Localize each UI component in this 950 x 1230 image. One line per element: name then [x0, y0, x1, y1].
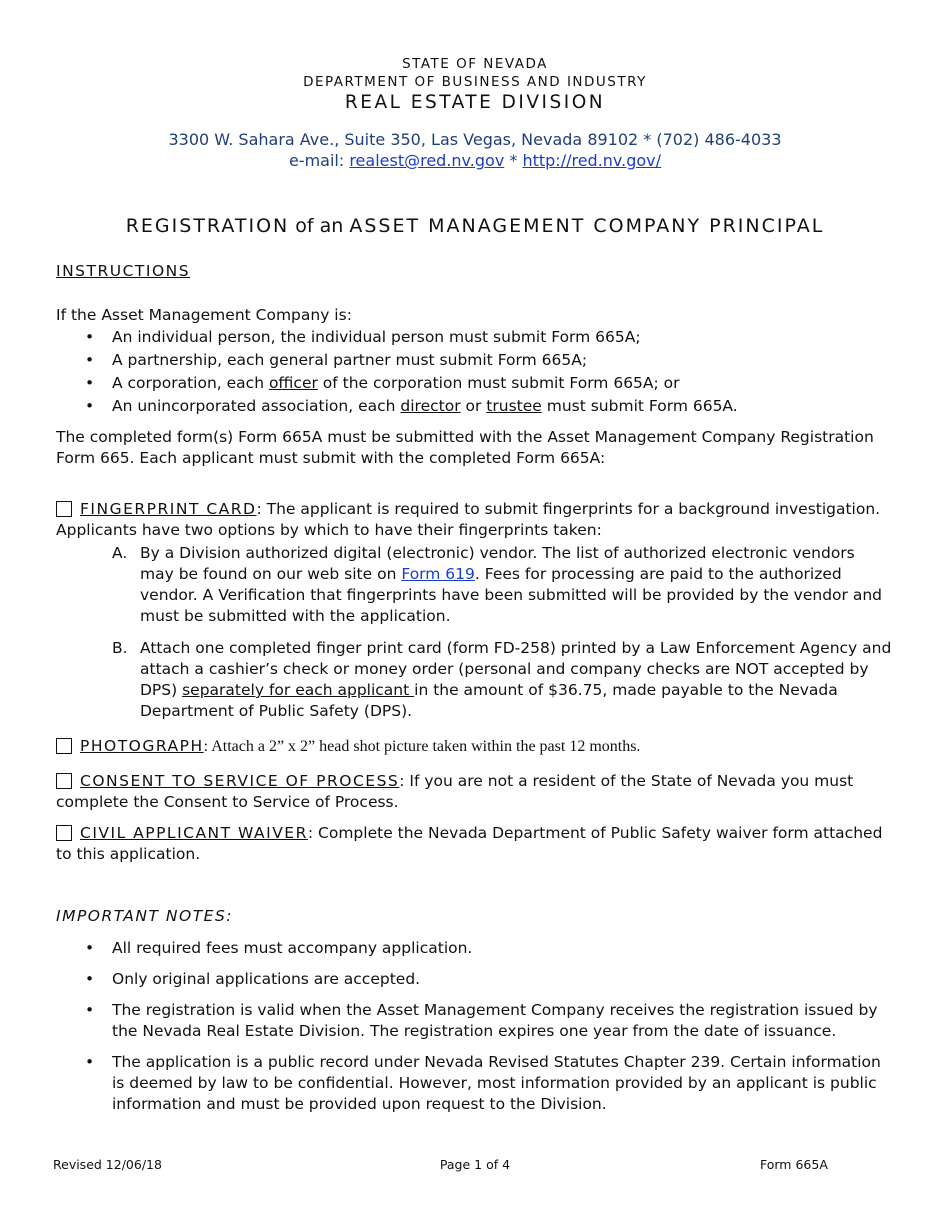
footer-page-number: Page 1 of 4: [439, 1157, 511, 1172]
state-heading: STATE OF NEVADA: [402, 56, 548, 72]
address-line: 3300 W. Sahara Ave., Suite 350, Las Vegas, Nevada 89102 * (702) 486-4033: [168, 130, 782, 149]
important-notes-list: [56, 938, 896, 1125]
instructions-intro: If the Asset Management Company is:: [56, 306, 352, 324]
consent-section: [56, 771, 896, 813]
instructions-heading-text: INSTRUCTIONS: [56, 262, 191, 280]
footer-revised: Revised 12/06/18: [53, 1157, 162, 1172]
photograph-section: [56, 736, 896, 757]
important-notes-heading: IMPORTANT NOTES:: [56, 907, 234, 925]
website-link[interactable]: http://red.nv.gov/: [522, 151, 662, 170]
completed-forms-paragraph: The completed form(s) Form 665A must be submitted with the Asset Management Company Registration Form 665. Each applicant must submit with the completed Form 665A:: [56, 428, 874, 467]
page-title: [0, 215, 950, 237]
instructions-heading: [56, 261, 896, 282]
consent-label: CONSENT TO SERVICE OF PROCESS: [80, 772, 400, 790]
list-item: • An unincorporated association, each director or trustee must submit Form 665A.: [56, 395, 896, 418]
footer-form-number: Form 665A: [760, 1157, 828, 1172]
email-link[interactable]: realest@red.nv.gov: [349, 151, 505, 170]
email-prefix: e-mail:: [288, 151, 350, 170]
entity-list: [56, 326, 896, 418]
fingerprint-text: : The applicant is required to submit fingerprints for a background investigation. Applicants have two options by which to have their fingerprints taken:: [56, 500, 881, 539]
list-item: • The registration is valid when the Asset Management Company receives the registration issued by the Nevada Real Estate Division. The registration expires one year from the date of issuance.: [56, 1000, 896, 1042]
fingerprint-checkbox[interactable]: [56, 501, 72, 517]
title-part1: REGISTRATION: [125, 215, 290, 237]
list-item: • The application is a public record under Nevada Revised Statutes Chapter 239. Certain information is deemed by law to be confidential. However, most information provided by an applicant is public information and must be provided upon request to the Division.: [56, 1052, 896, 1115]
consent-text: : If you are not a resident of the State of Nevada you must complete the Consent to Service of Process.: [56, 772, 854, 811]
department-heading: DEPARTMENT OF BUSINESS AND INDUSTRY: [303, 74, 647, 90]
division-heading: REAL ESTATE DIVISION: [344, 92, 606, 113]
waiver-checkbox[interactable]: [56, 825, 72, 841]
fingerprint-option-b: B. Attach one completed finger print card (form FD-258) printed by a Law Enforcement Agency and attach a cashier’s check or money order (personal and company checks are NOT accepted by DPS) separately for each applicant in the amount of $36.75, made payable to the Nevada Department of Public Safety (DPS).: [112, 639, 892, 720]
list-item: • All required fees must accompany application.: [56, 938, 896, 959]
title-part3: ASSET MANAGEMENT COMPANY PRINCIPAL: [349, 215, 825, 237]
waiver-section: [56, 823, 896, 865]
waiver-text: : Complete the Nevada Department of Public Safety waiver form attached to this application.: [56, 824, 883, 863]
list-item: • A corporation, each officer of the corporation must submit Form 665A; or: [56, 372, 896, 395]
photograph-label: PHOTOGRAPH: [80, 737, 204, 755]
title-part2: of an: [289, 215, 350, 237]
fingerprint-label: FINGERPRINT CARD: [80, 500, 257, 518]
consent-checkbox[interactable]: [56, 773, 72, 789]
photograph-checkbox[interactable]: [56, 738, 72, 754]
contact-line: [0, 151, 950, 170]
option-a-letter: A.: [112, 544, 128, 562]
list-item: • A partnership, each general partner must submit Form 665A;: [56, 349, 896, 372]
contact-separator: *: [504, 151, 523, 170]
form-619-link[interactable]: Form 619: [401, 565, 475, 583]
fingerprint-option-a: A. By a Division authorized digital (electronic) vendor. The list of authorized electronic vendors may be found on our web site on Form 619. Fees for processing are paid to the authorized vendor. A Verification that fingerprints have been submitted will be provided by the vendor and must be submitted with the application.: [112, 544, 883, 625]
option-b-letter: B.: [112, 639, 128, 657]
list-item: • Only original applications are accepted.: [56, 969, 896, 990]
photograph-text: : Attach a 2” x 2” head shot picture taken within the past 12 months.: [203, 738, 641, 755]
list-item: • An individual person, the individual person must submit Form 665A;: [56, 326, 896, 349]
fingerprint-section: [56, 499, 896, 541]
waiver-label: CIVIL APPLICANT WAIVER: [80, 824, 308, 842]
